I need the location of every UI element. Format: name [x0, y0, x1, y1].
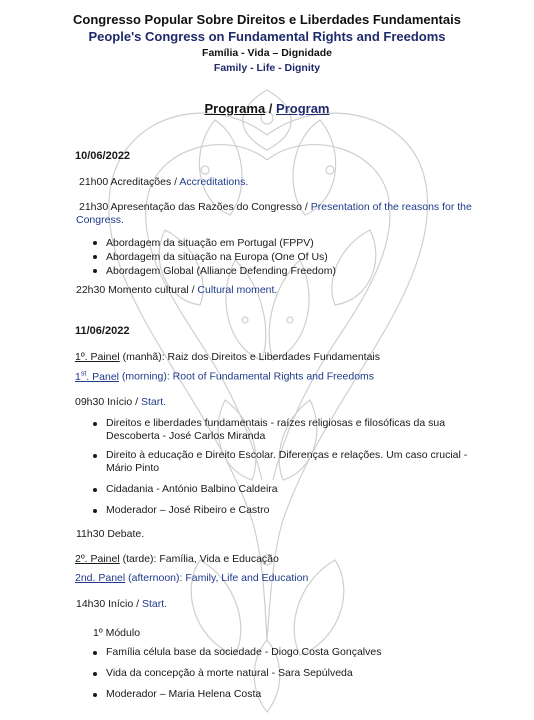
panel2-pt-rest: (tarde): Família, Vida e Educação — [119, 553, 279, 565]
day1-item-cultural — [76, 284, 277, 296]
list-item: Vida da concepção à morte natural - Sara Sepúlveda — [90, 667, 381, 680]
motto-en: Family - Life - Dignity — [213, 62, 321, 74]
day1-item1-en: Accreditations. — [179, 176, 249, 188]
panel2-start-en: Start. — [141, 598, 168, 610]
day1-item2-en-line2: Congress. — [76, 214, 124, 226]
day1-bullet-list — [90, 236, 336, 278]
title-en: People's Congress on Fundamental Rights and Freedoms — [88, 29, 446, 44]
panel2-start — [76, 598, 167, 610]
program-heading-separator: / — [265, 101, 277, 116]
list-item — [90, 483, 467, 496]
panel2-heading-en — [75, 572, 308, 584]
panel1-start-pt: 09h30 Início / — [75, 396, 141, 408]
list-item: Abordagem da situação em Portugal (FPPV) — [90, 236, 336, 250]
panel2-pt-label: 2º. Painel — [75, 553, 120, 565]
list-item: Moderador – Maria Helena Costa — [90, 688, 381, 701]
list-item-line: Mário Pinto — [106, 462, 160, 474]
title-pt: Congresso Popular Sobre Direitos e Liberdades Fundamentais — [73, 12, 461, 27]
panel1-en-num: 1 — [75, 370, 81, 383]
list-item-line: Cidadania - António Balbino Caldeira — [106, 483, 278, 495]
panel1-bullet-list — [90, 417, 467, 517]
panel1-pt-label: 1º. Painel — [75, 351, 120, 363]
day1-item3-en: Cultural moment. — [197, 284, 278, 296]
panel1-start-en: Start. — [140, 396, 167, 408]
motto-pt: Família - Vida – Dignidade — [202, 47, 332, 59]
list-item-line: Descoberta - José Carlos Miranda — [106, 430, 266, 442]
day1-item1-pt: 21h00 Acreditações / — [79, 176, 180, 188]
list-item: Abordagem Global (Alliance Defending Freedom) — [90, 264, 336, 278]
day1-item2-en-line1: Presentation of the reasons for the — [310, 201, 472, 213]
panel1-start — [75, 396, 166, 408]
panel2-start-pt: 14h30 Início / — [76, 598, 142, 610]
list-item — [90, 417, 467, 443]
panel1-en-word: . Panel — [86, 370, 119, 383]
panel2-en-label: 2nd. Panel — [75, 572, 126, 584]
day2-date: 11/06/2022 — [75, 325, 130, 337]
day1-item-accreditation — [79, 176, 248, 188]
program-heading-en: Program — [276, 101, 330, 116]
panel1-heading-pt — [75, 351, 380, 363]
program-heading-pt: Programa — [204, 101, 266, 116]
list-item — [90, 449, 467, 475]
list-item: Abordagem da situação na Europa (One Of Us) — [90, 250, 336, 264]
day1-item2-pt: 21h30 Apresentação das Razões do Congresso / — [79, 201, 311, 213]
module-heading: 1º Módulo — [93, 627, 141, 639]
panel1-heading-en — [75, 370, 374, 383]
list-item-line: Moderador – José Ribeiro e Castro — [106, 504, 270, 516]
list-item-line: Direitos e liberdades fundamentais - raízes religiosas e filosóficas da sua — [106, 417, 446, 429]
module-bullet-list — [90, 646, 381, 701]
list-item — [90, 504, 467, 517]
panel1-debate: 11h30 Debate. — [76, 528, 145, 540]
day1-item-presentation — [79, 201, 472, 213]
panel1-en-sup: st — [80, 370, 87, 377]
day1-date: 10/06/2022 — [75, 150, 131, 162]
list-item-line: Direito à educação e Direito Escolar. Diferenças e relações. Um caso crucial - — [106, 449, 468, 461]
panel1-en-rest: (morning): Root of Fundamental Rights and Freedoms — [119, 370, 375, 383]
program-heading — [0, 101, 534, 116]
panel1-en-label — [75, 371, 119, 383]
panel2-heading-pt — [75, 553, 279, 565]
list-item: Família célula base da sociedade - Diogo Costa Gonçalves — [90, 646, 381, 659]
panel2-en-rest: (afternoon): Family, Life and Education — [125, 572, 309, 584]
panel1-pt-rest: (manhã): Raiz dos Direitos e Liberdades Fundamentais — [119, 351, 380, 363]
day1-item3-pt: 22h30 Momento cultural / — [76, 284, 198, 296]
